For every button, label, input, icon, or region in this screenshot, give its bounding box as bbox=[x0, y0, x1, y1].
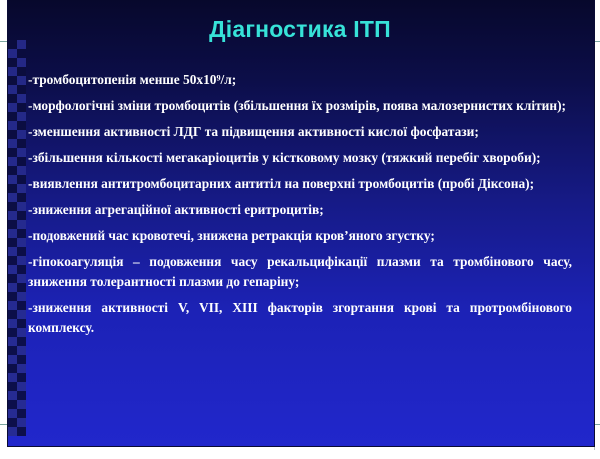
list-item: -зниження агрегаційної активності еритроцитів; bbox=[28, 202, 324, 217]
guide-line bbox=[594, 10, 595, 450]
decorative-checker-strip bbox=[8, 40, 26, 446]
list-item: -гіпокоагуляція – подовження часу рекальцифікації плазми та тромбінового часу, зниження толерантності плазми до гепаріну; bbox=[28, 254, 572, 289]
list-item: -зменшення активності ЛДГ та підвищення активності кислої фосфатази; bbox=[28, 124, 479, 139]
list-item: -подовжений час кровотечі, знижена ретракція кров’яного згустку; bbox=[28, 228, 435, 243]
criteria-list bbox=[28, 70, 572, 344]
list-item: -морфологічні зміни тромбоцитів (збільшення їх розмірів, поява малозернистих клітин); bbox=[28, 98, 566, 113]
list-item: -тромбоцитопенія менше 50х10⁹/л; bbox=[28, 72, 237, 87]
slide-title: Діагностика ІТП bbox=[209, 16, 391, 42]
list-item: -збільшення кількості мегакаріоцитів у кістковому мозку (тяжкий перебіг хвороби); bbox=[28, 150, 541, 165]
list-item: -зниження активності V, VII, ХIII факторів згортання крові та протромбінового комплексу. bbox=[28, 300, 572, 335]
list-item: -виявлення антитромбоцитарних антитіл на поверхні тромбоцитів (пробі Діксона); bbox=[28, 176, 535, 191]
